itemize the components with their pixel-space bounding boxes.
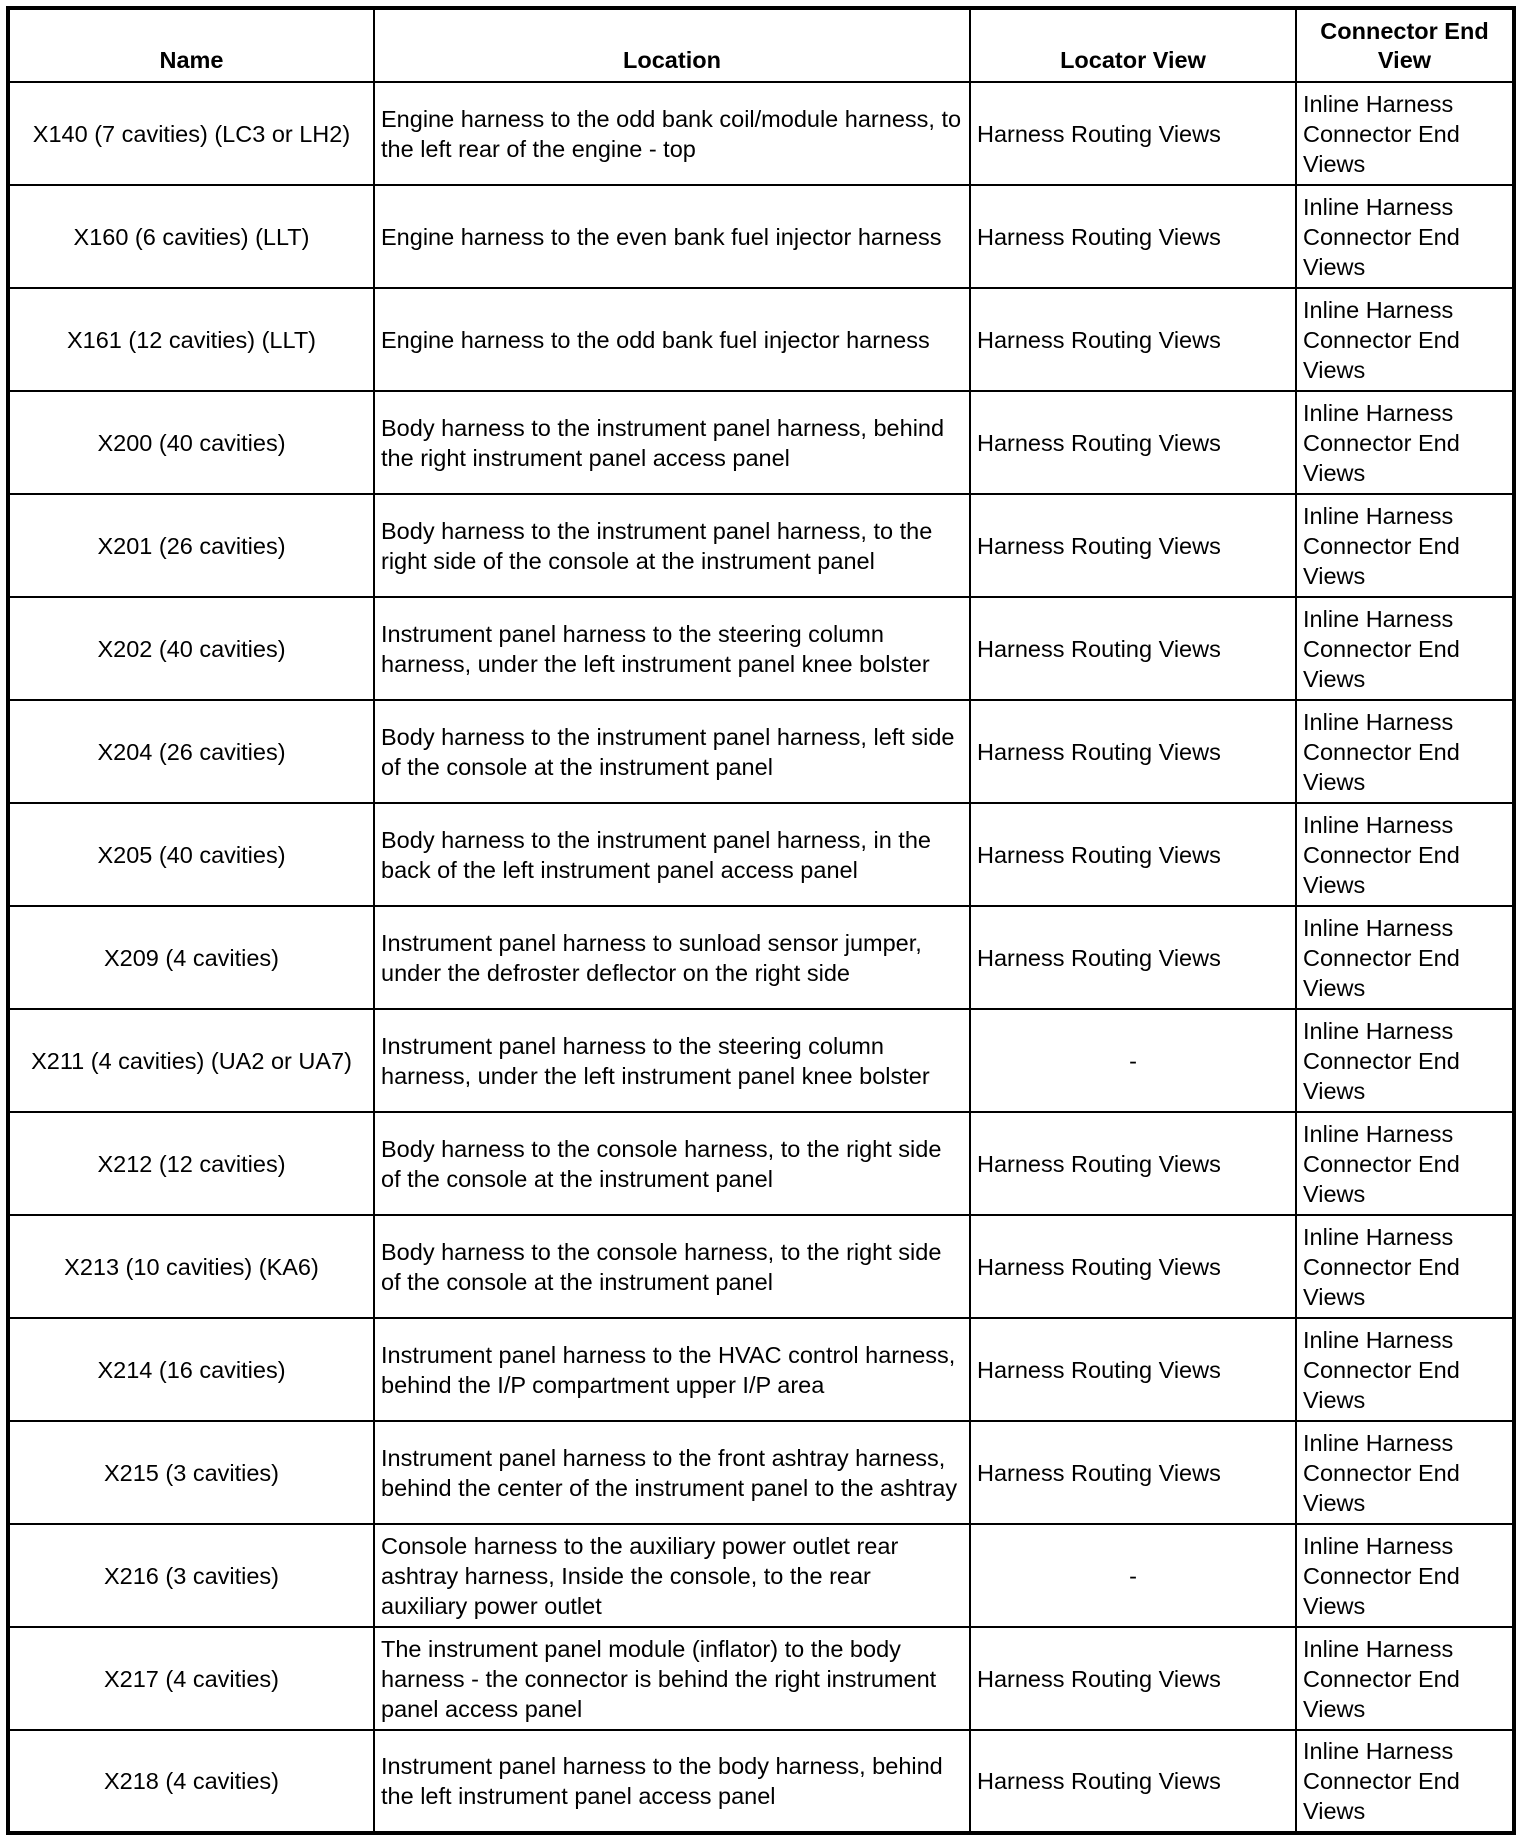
table-row [8, 1318, 1514, 1421]
locator-view-cell: Harness Routing Views [970, 185, 1296, 288]
location-cell: Instrument panel harness to the steering column harness, under the left instrument panel knee bolster [374, 597, 970, 700]
location-cell: Engine harness to the odd bank coil/module harness, to the left rear of the engine - top [374, 82, 970, 185]
connector-name-cell: X160 (6 cavities) (LLT) [8, 185, 374, 288]
table-row [8, 1215, 1514, 1318]
connector-end-view-cell: Inline Harness Connector End Views [1296, 1421, 1514, 1524]
locator-view-cell: Harness Routing Views [970, 1627, 1296, 1730]
locator-view-cell: Harness Routing Views [970, 82, 1296, 185]
location-cell: The instrument panel module (inflator) to the body harness - the connector is behind the right instrument panel access panel [374, 1627, 970, 1730]
location-cell: Instrument panel harness to the front ashtray harness, behind the center of the instrument panel to the ashtray [374, 1421, 970, 1524]
connector-end-view-cell: Inline Harness Connector End Views [1296, 288, 1514, 391]
table-row [8, 391, 1514, 494]
locator-view-cell: Harness Routing Views [970, 1318, 1296, 1421]
table-row [8, 1730, 1514, 1833]
connector-end-view-cell: Inline Harness Connector End Views [1296, 494, 1514, 597]
table-row [8, 82, 1514, 185]
locator-view-cell: Harness Routing Views [970, 803, 1296, 906]
location-cell: Engine harness to the even bank fuel injector harness [374, 185, 970, 288]
location-cell: Body harness to the instrument panel harness, left side of the console at the instrument panel [374, 700, 970, 803]
header-locator-view: Locator View [970, 8, 1296, 82]
locator-view-cell: Harness Routing Views [970, 494, 1296, 597]
connector-end-view-cell: Inline Harness Connector End Views [1296, 185, 1514, 288]
location-cell: Body harness to the instrument panel harness, to the right side of the console at the instrument panel [374, 494, 970, 597]
table-row [8, 1112, 1514, 1215]
location-cell: Instrument panel harness to the body harness, behind the left instrument panel access panel [374, 1730, 970, 1833]
locator-view-cell: Harness Routing Views [970, 1215, 1296, 1318]
connector-name-cell: X211 (4 cavities) (UA2 or UA7) [8, 1009, 374, 1112]
connector-name-cell: X209 (4 cavities) [8, 906, 374, 1009]
locator-view-cell: - [970, 1009, 1296, 1112]
connector-name-cell: X215 (3 cavities) [8, 1421, 374, 1524]
location-cell: Body harness to the instrument panel harness, behind the right instrument panel access panel [374, 391, 970, 494]
table-row [8, 1009, 1514, 1112]
table-row [8, 906, 1514, 1009]
table-row [8, 1421, 1514, 1524]
connector-name-cell: X218 (4 cavities) [8, 1730, 374, 1833]
connector-name-cell: X216 (3 cavities) [8, 1524, 374, 1627]
table-row [8, 700, 1514, 803]
table-row [8, 288, 1514, 391]
locator-view-cell: Harness Routing Views [970, 288, 1296, 391]
header-name: Name [8, 8, 374, 82]
table-row [8, 1524, 1514, 1627]
connector-end-view-cell: Inline Harness Connector End Views [1296, 1524, 1514, 1627]
connector-end-view-cell: Inline Harness Connector End Views [1296, 906, 1514, 1009]
connector-name-cell: X213 (10 cavities) (KA6) [8, 1215, 374, 1318]
locator-view-cell: Harness Routing Views [970, 597, 1296, 700]
connector-end-view-cell: Inline Harness Connector End Views [1296, 1009, 1514, 1112]
location-cell: Instrument panel harness to sunload sensor jumper, under the defroster deflector on the right side [374, 906, 970, 1009]
location-cell: Engine harness to the odd bank fuel injector harness [374, 288, 970, 391]
table-header [8, 8, 1514, 82]
connector-end-view-cell: Inline Harness Connector End Views [1296, 1730, 1514, 1833]
table-row [8, 1627, 1514, 1730]
connector-end-view-cell: Inline Harness Connector End Views [1296, 1318, 1514, 1421]
locator-view-cell: Harness Routing Views [970, 906, 1296, 1009]
connector-name-cell: X205 (40 cavities) [8, 803, 374, 906]
connector-end-view-cell: Inline Harness Connector End Views [1296, 82, 1514, 185]
table-row [8, 494, 1514, 597]
table-row [8, 597, 1514, 700]
header-location: Location [374, 8, 970, 82]
table-row [8, 185, 1514, 288]
connector-name-cell: X200 (40 cavities) [8, 391, 374, 494]
locator-view-cell: - [970, 1524, 1296, 1627]
connector-name-cell: X214 (16 cavities) [8, 1318, 374, 1421]
header-row [8, 8, 1514, 82]
location-cell: Instrument panel harness to the HVAC control harness, behind the I/P compartment upper I/P area [374, 1318, 970, 1421]
connector-name-cell: X140 (7 cavities) (LC3 or LH2) [8, 82, 374, 185]
connector-end-view-cell: Inline Harness Connector End Views [1296, 803, 1514, 906]
connector-end-view-cell: Inline Harness Connector End Views [1296, 1627, 1514, 1730]
connector-name-cell: X201 (26 cavities) [8, 494, 374, 597]
table-row [8, 803, 1514, 906]
location-cell: Instrument panel harness to the steering column harness, under the left instrument panel knee bolster [374, 1009, 970, 1112]
location-cell: Body harness to the console harness, to the right side of the console at the instrument panel [374, 1215, 970, 1318]
connector-name-cell: X217 (4 cavities) [8, 1627, 374, 1730]
connector-name-cell: X212 (12 cavities) [8, 1112, 374, 1215]
header-connector-end-view: Connector End View [1296, 8, 1514, 82]
location-cell: Body harness to the console harness, to the right side of the console at the instrument panel [374, 1112, 970, 1215]
locator-view-cell: Harness Routing Views [970, 1421, 1296, 1524]
locator-view-cell: Harness Routing Views [970, 700, 1296, 803]
connector-end-view-cell: Inline Harness Connector End Views [1296, 597, 1514, 700]
locator-view-cell: Harness Routing Views [970, 391, 1296, 494]
connector-end-view-cell: Inline Harness Connector End Views [1296, 1215, 1514, 1318]
connector-name-cell: X204 (26 cavities) [8, 700, 374, 803]
locator-view-cell: Harness Routing Views [970, 1112, 1296, 1215]
connector-table [6, 6, 1516, 1835]
connector-name-cell: X202 (40 cavities) [8, 597, 374, 700]
connector-end-view-cell: Inline Harness Connector End Views [1296, 391, 1514, 494]
location-cell: Body harness to the instrument panel harness, in the back of the left instrument panel access panel [374, 803, 970, 906]
connector-end-view-cell: Inline Harness Connector End Views [1296, 700, 1514, 803]
connector-end-view-cell: Inline Harness Connector End Views [1296, 1112, 1514, 1215]
connector-name-cell: X161 (12 cavities) (LLT) [8, 288, 374, 391]
locator-view-cell: Harness Routing Views [970, 1730, 1296, 1833]
location-cell: Console harness to the auxiliary power outlet rear ashtray harness, Inside the console, to the rear auxiliary power outlet [374, 1524, 970, 1627]
table-body [8, 82, 1514, 1833]
